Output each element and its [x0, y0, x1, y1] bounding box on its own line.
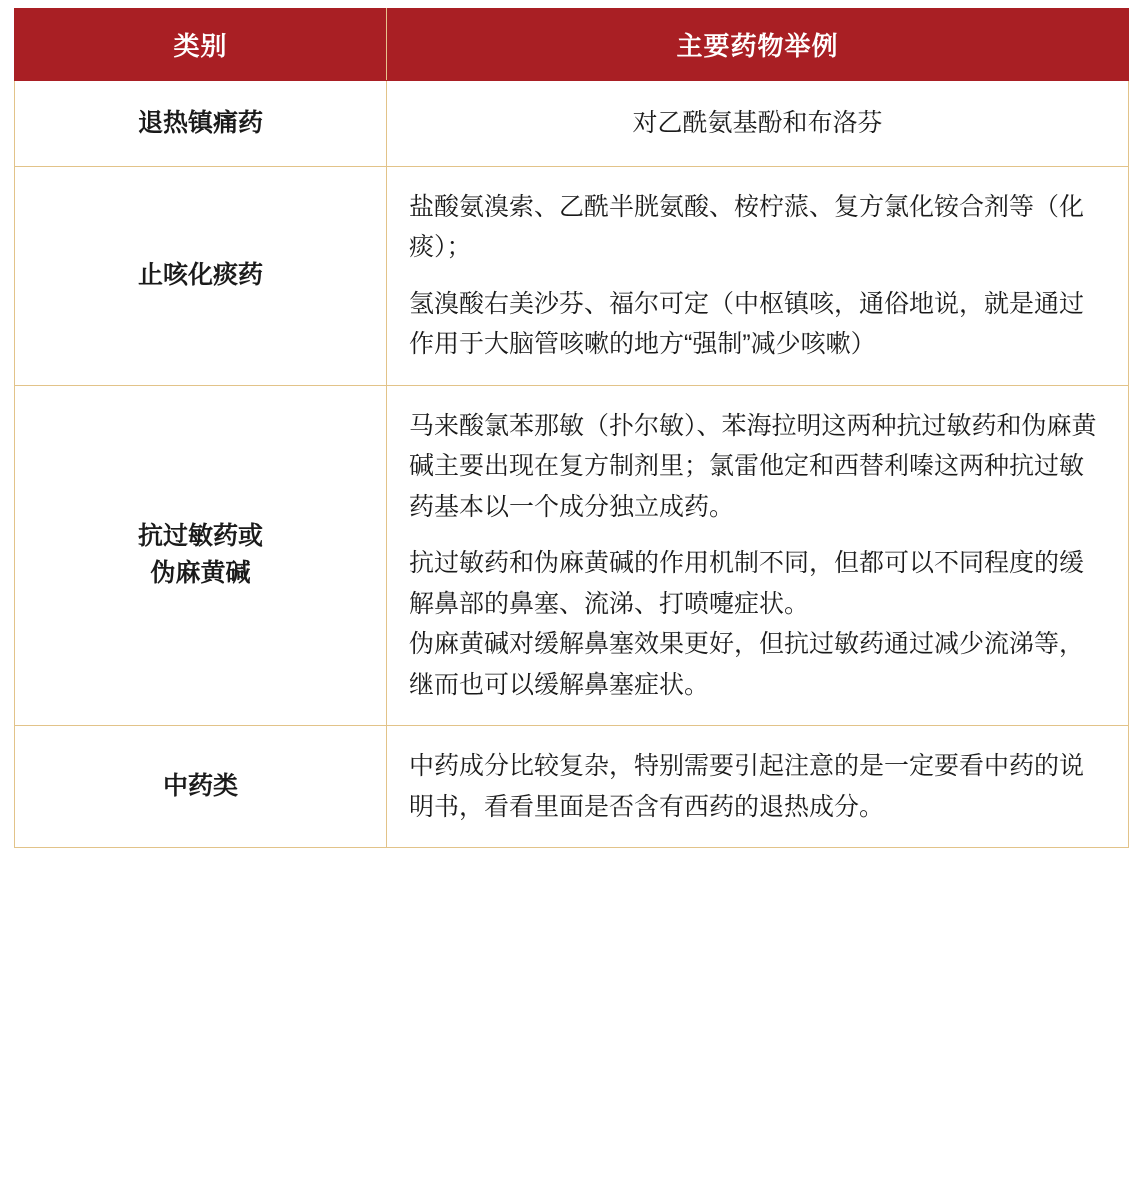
cell-examples: [387, 81, 1129, 167]
table-row: [15, 385, 1129, 726]
table-row: [15, 726, 1129, 848]
category-label: 中药类: [162, 771, 238, 800]
cell-category: [15, 385, 387, 726]
example-paragraph: 抗过敏药和伪麻黄碱的作用机制不同，但都可以不同程度的缓解鼻部的鼻塞、流涕、打喷嚏症状。: [409, 549, 1085, 618]
example-paragraph: 中药成分比较复杂，特别需要引起注意的是一定要看中药的说明书，看看里面是否含有西药的退热成分。: [409, 752, 1085, 821]
example-paragraph: 伪麻黄碱对缓解鼻塞效果更好，但抗过敏药通过减少流涕等，继而也可以缓解鼻塞症状。: [409, 630, 1085, 699]
cell-category: [15, 726, 387, 848]
cell-category: [15, 166, 387, 385]
table-header-row: [15, 9, 1129, 81]
column-header-examples: 主要药物举例: [387, 9, 1129, 81]
cell-category: [15, 81, 387, 167]
category-label: 退热镇痛药: [137, 108, 263, 137]
example-paragraph: 对乙酰氨基酚和布洛芬: [632, 109, 883, 137]
cell-examples: [387, 166, 1129, 385]
table-row: [15, 81, 1129, 167]
table-row: [15, 166, 1129, 385]
table-header: [15, 9, 1129, 81]
drug-category-table: [14, 8, 1129, 848]
cell-examples: [387, 726, 1129, 848]
table-body: [15, 81, 1129, 848]
example-paragraph: 氢溴酸右美沙芬、福尔可定（中枢镇咳，通俗地说，就是通过作用于大脑管咳嗽的地方“强制”减少咳嗽）: [409, 289, 1085, 358]
category-label: 止咳化痰药: [137, 260, 263, 289]
example-paragraph: 马来酸氯苯那敏（扑尔敏）、苯海拉明这两种抗过敏药和伪麻黄碱主要出现在复方制剂里；氯雷他定和西替利嗪这两种抗过敏药基本以一个成分独立成药。: [409, 411, 1097, 521]
example-paragraph: 盐酸氨溴索、乙酰半胱氨酸、桉柠蒎、复方氯化铵合剂等（化痰）；: [409, 192, 1085, 261]
cell-examples: [387, 385, 1129, 726]
category-label: 抗过敏药或: [137, 521, 263, 550]
column-header-category: 类别: [15, 9, 387, 81]
category-label-second-line: 伪麻黄碱: [150, 559, 251, 588]
